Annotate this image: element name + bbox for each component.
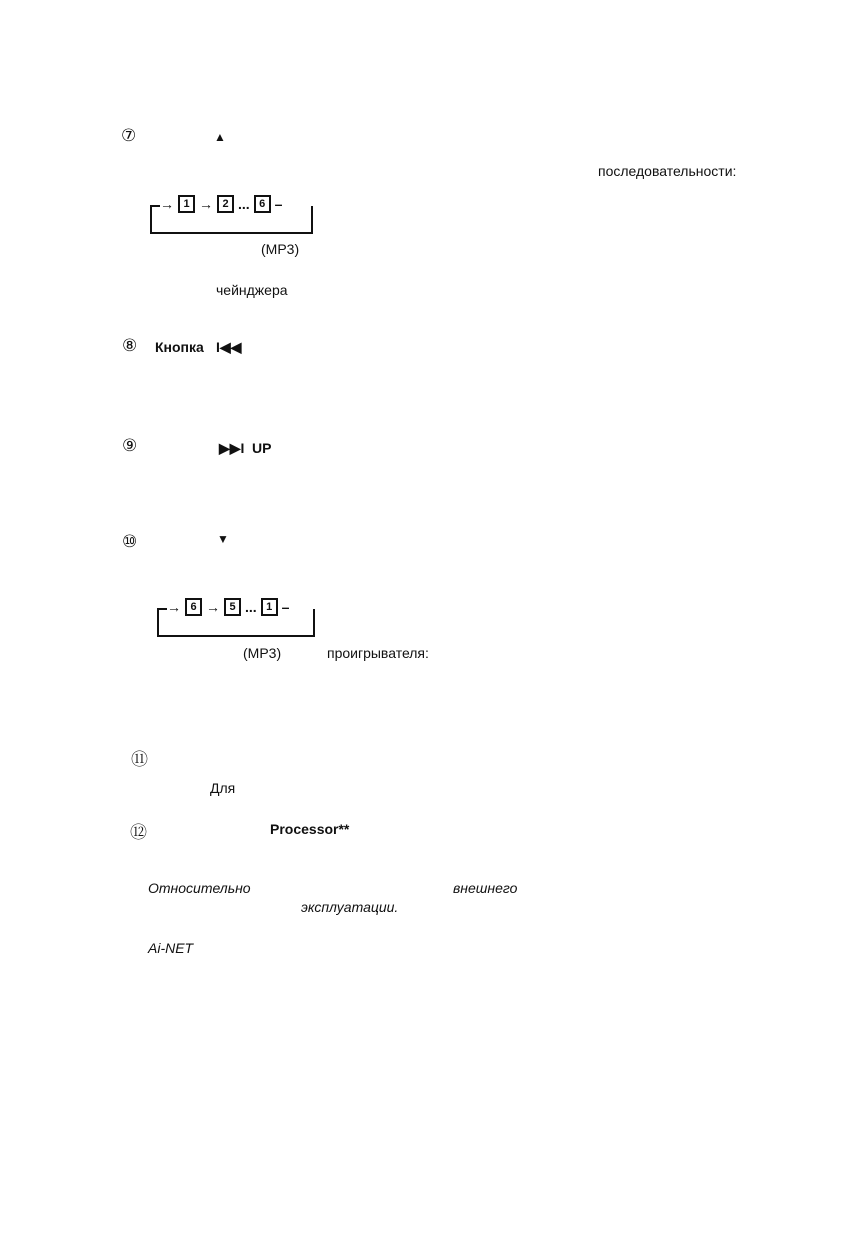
previous-track-icon: I◀◀ xyxy=(216,339,242,355)
disc-box: 1 xyxy=(261,598,278,616)
disc-box: 6 xyxy=(254,195,271,213)
down-arrow-icon: ▼ xyxy=(217,532,229,546)
loop-right-line xyxy=(311,206,313,234)
note-ainet: Ai-NET xyxy=(148,940,194,956)
disc-box: 1 xyxy=(178,195,195,213)
loop-right-line xyxy=(313,609,315,637)
sequence-label: последовательности: xyxy=(598,163,737,179)
loop-bottom-line xyxy=(150,232,312,234)
loop-bottom-line xyxy=(157,635,314,637)
mp3-label: (MP3) xyxy=(261,241,300,257)
arrow-right-icon: → xyxy=(206,599,220,615)
up-label: UP xyxy=(252,440,272,456)
mp3-label: (MP3) xyxy=(243,645,282,661)
item-number-11: ⑪ xyxy=(131,750,148,770)
loop-end-tick: – xyxy=(281,599,290,615)
arrow-right-icon: → xyxy=(199,196,213,212)
changer-text: чейнджера xyxy=(216,282,288,298)
disc-box: 2 xyxy=(217,195,234,213)
loop-end-tick: – xyxy=(274,196,283,212)
note-relative: Относительно xyxy=(148,880,251,896)
item-number-8: ⑧ xyxy=(122,336,138,356)
button-label: Кнопка xyxy=(155,339,204,355)
loop-start-tick xyxy=(150,205,160,207)
sequence xyxy=(160,195,282,213)
arrow-right-icon: → xyxy=(167,599,181,615)
loop-left-line xyxy=(157,609,159,637)
next-track-icon: ▶▶I xyxy=(219,440,245,456)
loop-left-line xyxy=(150,206,152,234)
for-text: Для xyxy=(210,780,236,796)
note-external: внешнего xyxy=(453,880,518,896)
disc-cycle-diagram-down xyxy=(155,596,320,640)
item-number-12: ⑫ xyxy=(130,823,147,843)
item-number-9: ⑨ xyxy=(122,436,138,456)
processor-label: Processor** xyxy=(270,821,350,837)
item-number-10: ⑩ xyxy=(122,532,138,552)
arrow-right-icon: → xyxy=(160,196,174,212)
ellipsis: ... xyxy=(245,599,257,615)
ellipsis: ... xyxy=(238,196,250,212)
item-number-7: ⑦ xyxy=(121,126,137,146)
sequence xyxy=(167,598,289,616)
disc-box: 6 xyxy=(185,598,202,616)
disc-box: 5 xyxy=(224,598,241,616)
player-text: проигрывателя: xyxy=(327,645,429,661)
up-arrow-icon: ▲ xyxy=(214,130,226,144)
note-operation: эксплуатации. xyxy=(301,899,399,915)
loop-start-tick xyxy=(157,608,167,610)
disc-cycle-diagram-up xyxy=(148,193,318,235)
